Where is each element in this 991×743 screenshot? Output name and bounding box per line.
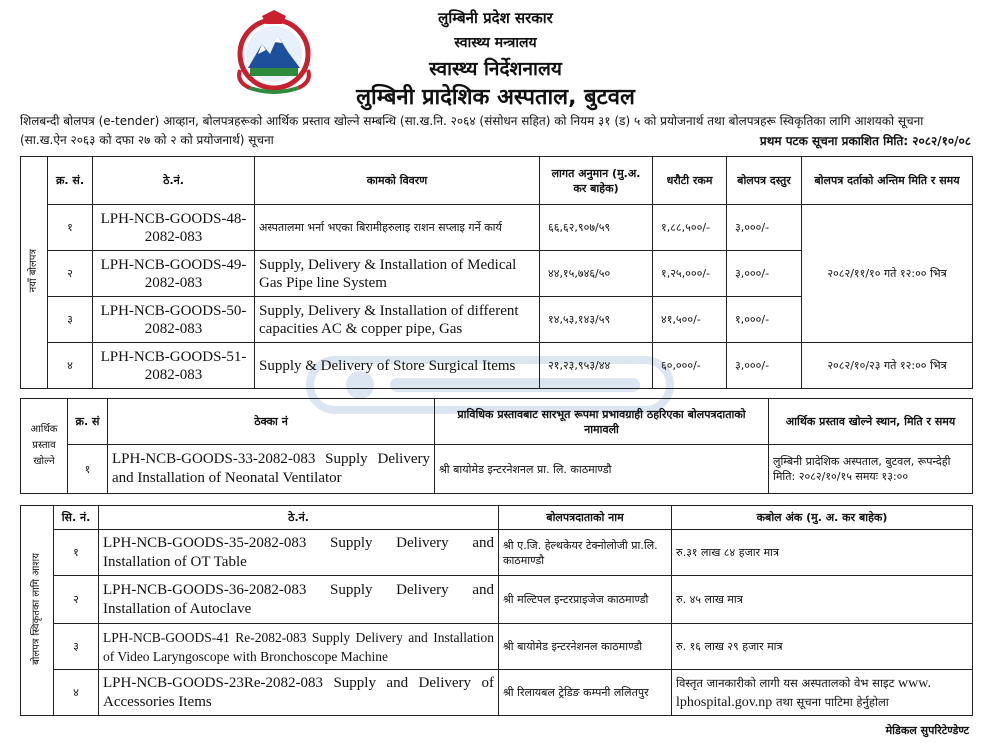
- row-contract: LPH-NCB-GOODS-33-2082-083 Supply Delivery and Installation of Neonatal Ventilator: [108, 445, 435, 494]
- table-row: [21, 343, 973, 389]
- row-contract: LPH-NCB-GOODS-36-2082-083 Supply Delivery and Installation of Autoclave: [99, 576, 499, 624]
- col-description: कामको विवरण: [255, 157, 540, 205]
- row-sn: १: [68, 445, 108, 494]
- row-description: Supply & Delivery of Store Surgical Items: [255, 343, 540, 389]
- row-contract: LPH-NCB-GOODS-50-2082-083: [93, 297, 255, 343]
- row-fee: ३,०००/-: [727, 343, 802, 389]
- row-bidder: श्री ए.जि. हेल्थकेयर टेक्नोलोजी प्रा.लि. काठमाण्डौ: [499, 530, 672, 576]
- col-bidder: बोलपत्रदाताको नाम: [499, 506, 672, 530]
- row-sn: ३: [54, 624, 99, 670]
- notice-header: [0, 0, 991, 108]
- row-bidder: श्री बायोमेड इन्टरनेशनल प्रा. लि. काठमाण्डौ: [435, 445, 769, 494]
- signature-title: मेडिकल सुपरिटेण्डेण्ट: [885, 724, 969, 737]
- table-row: [21, 576, 973, 624]
- col-contract: ठे.नं.: [99, 506, 499, 530]
- row-bidder: श्री मल्टिपल इन्टरप्राइजेज काठमाण्डौ: [499, 576, 672, 624]
- row-sn: १: [48, 205, 93, 251]
- financial-opening-side-label: आर्थिक प्रस्ताव खोल्ने: [21, 399, 68, 494]
- deadline-group: २०८२/११/१० गते १२:०० भित्र: [802, 205, 973, 343]
- row-fee: ३,०००/-: [727, 205, 802, 251]
- row-sn: ३: [48, 297, 93, 343]
- row-contract: LPH-NCB-GOODS-41 Re-2082-083 Supply Delivery and Installation of Video Laryngoscope with Bronchoscope Machine: [99, 624, 499, 670]
- col-contract: ठेक्का नं: [108, 399, 435, 445]
- table-row: [21, 445, 973, 494]
- row-contract: LPH-NCB-GOODS-35-2082-083 Supply Delivery and Installation of OT Table: [99, 530, 499, 576]
- row-estimate: २१,२३,९५३/४४: [540, 343, 653, 389]
- col-place: आर्थिक प्रस्ताव खोल्ने स्थान, मिति र समय: [769, 399, 973, 445]
- financial-opening-table: [20, 398, 973, 494]
- intent-to-award-table: [20, 505, 973, 716]
- row-sn: १: [54, 530, 99, 576]
- row-bidder: श्री बायोमेड इन्टरनेशनल काठमाण्डौ: [499, 624, 672, 670]
- note-site-www: www.: [898, 675, 931, 691]
- table-row: [21, 670, 973, 716]
- row-sn: २: [48, 251, 93, 297]
- publish-date: प्रथम पटक सूचना प्रकाशित मिति: २०८२/१०/०८: [759, 134, 971, 148]
- row-place: [769, 445, 973, 494]
- row-contract: LPH-NCB-GOODS-48-2082-083: [93, 205, 255, 251]
- col-sn: क्र. सं: [68, 399, 108, 445]
- hospital-title: लुम्बिनी प्रादेशिक अस्पताल, बुटवल: [356, 85, 635, 110]
- table-row: [21, 530, 973, 576]
- opening-place: लुम्बिनी प्रादेशिक अस्पताल, बुटवल, रूपन्देही: [773, 455, 951, 468]
- col-bidders: प्राविधिक प्रस्तावबाट सारभूत रूपमा प्रभावग्राही ठहरिएका बोलपत्रदाताको नामावली: [435, 399, 769, 445]
- intent-side-label: बोलपत्र स्विकृतका लागि आशय: [21, 506, 54, 716]
- row-description: Supply, Delivery & Installation of Medical Gas Pipe line System: [255, 251, 540, 297]
- col-sn: क्र. सं.: [48, 157, 93, 205]
- table-header-row: [21, 157, 973, 205]
- row-fee: १,०००/-: [727, 297, 802, 343]
- row-fee: ३,०००/-: [727, 251, 802, 297]
- table-row: [21, 205, 973, 251]
- row-contract: LPH-NCB-GOODS-23Re-2082-083 Supply and Delivery of Accessories Items: [99, 670, 499, 716]
- row-estimate: १४,५३,१४३/५९: [540, 297, 653, 343]
- directorate-title: स्वास्थ्य निर्देशनालय: [429, 58, 562, 80]
- row-description: Supply, Delivery & Installation of different capacities AC & copper pipe, Gas: [255, 297, 540, 343]
- row-estimate: ६६,६२,९०७/५९: [540, 205, 653, 251]
- col-contract: ठे.नं.: [93, 157, 255, 205]
- note-prefix: विस्तृत जानकारीको लागी यस अस्पतालको वेभ साइट: [676, 675, 895, 690]
- government-title: लुम्बिनी प्रदेश सरकार: [438, 9, 553, 27]
- row-amount: रु. ४५ लाख मात्र: [672, 576, 973, 624]
- row-contract: LPH-NCB-GOODS-49-2082-083: [93, 251, 255, 297]
- row-deposit: १,२५,०००/-: [653, 251, 727, 297]
- row-amount: रु. १६ लाख २९ हजार मात्र: [672, 624, 973, 670]
- col-deadline: बोलपत्र दर्ताको अन्तिम मिति र समय: [802, 157, 973, 205]
- new-tenders-side-label: नयाँ बोलपत्र: [21, 157, 48, 389]
- deadline-row4: २०८२/१०/२३ गते १२:०० भित्र: [802, 343, 973, 389]
- opening-datetime: मिति: २०८२/१०/१५ समयः १३:००: [773, 470, 909, 483]
- col-deposit: धरौटी रकम: [653, 157, 727, 205]
- row-sn: २: [54, 576, 99, 624]
- row-deposit: ४१,५००/-: [653, 297, 727, 343]
- col-fee: बोलपत्र दस्तुर: [727, 157, 802, 205]
- row-amount: रु.३१ लाख ८४ हजार मात्र: [672, 530, 973, 576]
- notice-intro: शिलबन्दी बोलपत्र (e-tender) आव्हान, बोलपत्रहरूको आर्थिक प्रस्ताव खोल्ने सम्बन्धि (सा.ख.नि. २०६४ (संसोधन सहित) को नियम ३१ (ड) ५ को प्रयोजनार्थ तथा बोलपत्रहरू स्विकृतिका लागि आशयको सूचना (सा.ख.ऐन २०६३ को दफा २७ को २ को प्रयोजनार्थ) सूचना: [20, 114, 924, 147]
- table-row: [21, 624, 973, 670]
- row-sn: ४: [48, 343, 93, 389]
- row-bidder: श्री रिलायबल ट्रेडिङ कम्पनी ललितपुर: [499, 670, 672, 716]
- row-contract: LPH-NCB-GOODS-51-2082-083: [93, 343, 255, 389]
- row-deposit: १,८८,५००/-: [653, 205, 727, 251]
- website-note: [672, 670, 973, 716]
- hospital-website-link[interactable]: lphospital.gov.np: [676, 694, 773, 710]
- row-sn: ४: [54, 670, 99, 716]
- table-header-row: [21, 506, 973, 530]
- ministry-title: स्वास्थ्य मन्त्रालय: [454, 35, 537, 51]
- col-sn: सि. नं.: [54, 506, 99, 530]
- row-estimate: ४४,१५,७४६/५०: [540, 251, 653, 297]
- new-tenders-table: [20, 156, 973, 389]
- col-estimate: लागत अनुमान (मु.अ. कर बाहेक): [540, 157, 653, 205]
- row-description: अस्पतालमा भर्ना भएका बिरामीहरुलाइ राशन सप्लाइ गर्ने कार्य: [255, 205, 540, 251]
- note-suffix: तथा सूचना पाटिमा हेर्नुहोला: [775, 694, 889, 709]
- table-header-row: [21, 399, 973, 445]
- row-deposit: ६०,०००/-: [653, 343, 727, 389]
- col-amount: कबोल अंक (मु. अ. कर बाहेक): [672, 506, 973, 530]
